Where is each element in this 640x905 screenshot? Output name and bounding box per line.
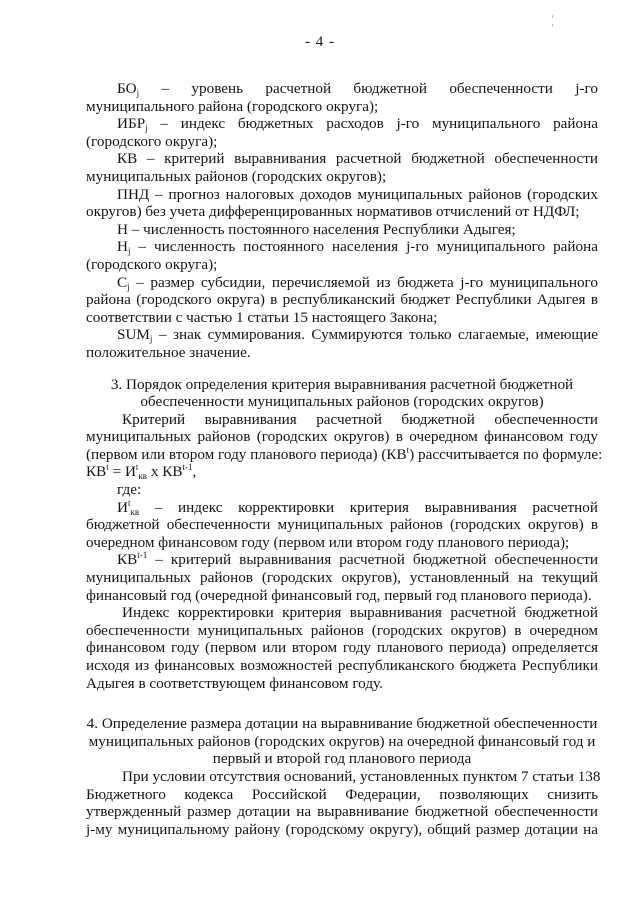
definition-pnd bbox=[86, 186, 598, 221]
definitions-list bbox=[86, 80, 598, 362]
text-line: Н – численность постоянного населения Республики Адыгея; bbox=[117, 220, 516, 238]
text-line: ПНД – прогноз налоговых доходов муниципальных районов (городских bbox=[117, 185, 598, 203]
formula: $КВ^t = И^t_{кв}$ x КВ$^{t-1}$, bbox=[86, 462, 197, 482]
text-line: Индекс корректировки критерия выравнивания расчетной бюджетной bbox=[122, 604, 598, 622]
text-line: Бюджетного кодекса Российской Федерации, позволяющих снизить bbox=[86, 785, 598, 803]
text-line: КВ$^{t-1}$ – критерий выравнивания расчетной бюджетной обеспеченности bbox=[117, 550, 598, 569]
text-line: соответствии с частью 1 статьи 15 настоящего Закона; bbox=[86, 308, 438, 326]
text-line: $С_j$ – размер субсидии, перечисляемой из бюджета j-го муниципального bbox=[117, 273, 598, 292]
text-line: финансовый год (очередной финансовый год, первый год планового периода). bbox=[86, 586, 592, 604]
scan-specks: ' ' bbox=[552, 14, 582, 32]
text-line: (городского округа); bbox=[86, 255, 218, 273]
text-line: утвержденный размер дотации на выравнивание бюджетной обеспеченности bbox=[86, 803, 598, 821]
text-line: района (городского округа) в республиканский бюджет Республики Адыгея в bbox=[86, 291, 598, 309]
text-line: положительное значение. bbox=[86, 343, 251, 361]
definition-bo bbox=[86, 80, 598, 115]
text-line: Адыгея в соответствующем финансовом году. bbox=[86, 674, 383, 692]
text-line: $ИБР_j$ – индекс бюджетных расходов j-го муниципального района bbox=[117, 115, 598, 134]
section-heading: муниципальных районов (городских округов) на очередной финансовый год и bbox=[88, 732, 596, 750]
section-3 bbox=[86, 375, 603, 693]
text-line: $БО_j$ – уровень расчетной бюджетной обеспеченности j-го bbox=[117, 80, 598, 98]
text-line: очередном финансовом году (первом или втором году планового периода); bbox=[86, 533, 570, 551]
text-line: муниципального района (городского округа); bbox=[86, 97, 379, 115]
definition-kv bbox=[86, 150, 598, 185]
text-line: (городского округа); bbox=[86, 132, 218, 150]
text-line: $И^t_{кв}$ – индекс корректировки критерия выравнивания расчетной bbox=[117, 497, 598, 517]
text-line: округов) без учета дифференцированных нормативов отчислений от НДФЛ; bbox=[86, 203, 580, 221]
text-line: муниципальных районов (городских округов); bbox=[86, 167, 387, 185]
text-line: бюджетной обеспеченности муниципальных районов (городских округов) в bbox=[86, 516, 598, 534]
text-line: j-му муниципальному району (городскому округу), общий размер дотации на bbox=[86, 820, 598, 838]
text-line: (первом или втором году планового периода) $(КВ^t)$ рассчитывается по формуле: bbox=[86, 444, 603, 463]
text-line: муниципальных районов (городских округов) в очередном финансовом году bbox=[86, 428, 598, 446]
text-line: При условии отсутствия оснований, установленных пунктом 7 статьи 138 bbox=[122, 767, 601, 785]
section-heading: 4. Определение размера дотации на выравнивание бюджетной обеспеченности bbox=[86, 715, 598, 733]
section-4 bbox=[86, 715, 601, 838]
where-label: где: bbox=[117, 481, 142, 499]
page-number: - 4 - bbox=[305, 34, 335, 50]
text-line: КВ – критерий выравнивания расчетной бюджетной обеспеченности bbox=[117, 150, 598, 168]
text-line: финансовом году (первом или втором году планового периода) определяется bbox=[86, 639, 598, 657]
text-line: исходя из финансовых возможностей республиканского бюджета Республики bbox=[86, 657, 598, 674]
definition-cj bbox=[86, 274, 598, 327]
section-heading: 3. Порядок определения критерия выравнивания расчетной бюджетной bbox=[110, 375, 574, 393]
text-line: $Н_j$ – численность постоянного населения j-го муниципального района bbox=[117, 238, 598, 257]
section-heading: первый и второй год планового периода bbox=[212, 750, 472, 768]
text-line: обеспеченности муниципальных районов (городских округов) в очередном bbox=[86, 621, 598, 639]
definition-sum bbox=[86, 326, 598, 361]
document-body bbox=[86, 80, 603, 838]
text-line: $SUM_j$ – знак суммирования. Суммируются только слагаемые, имеющие bbox=[117, 326, 598, 345]
section-heading: обеспеченности муниципальных районов (городских округов) bbox=[140, 393, 544, 411]
text-line: муниципальных районов (городских округов), установленный на текущий bbox=[86, 569, 598, 587]
definition-n bbox=[86, 221, 598, 239]
text-line: Критерий выравнивания расчетной бюджетной обеспеченности bbox=[122, 410, 598, 428]
definition-ibr bbox=[86, 115, 598, 150]
definition-nj bbox=[86, 238, 598, 273]
